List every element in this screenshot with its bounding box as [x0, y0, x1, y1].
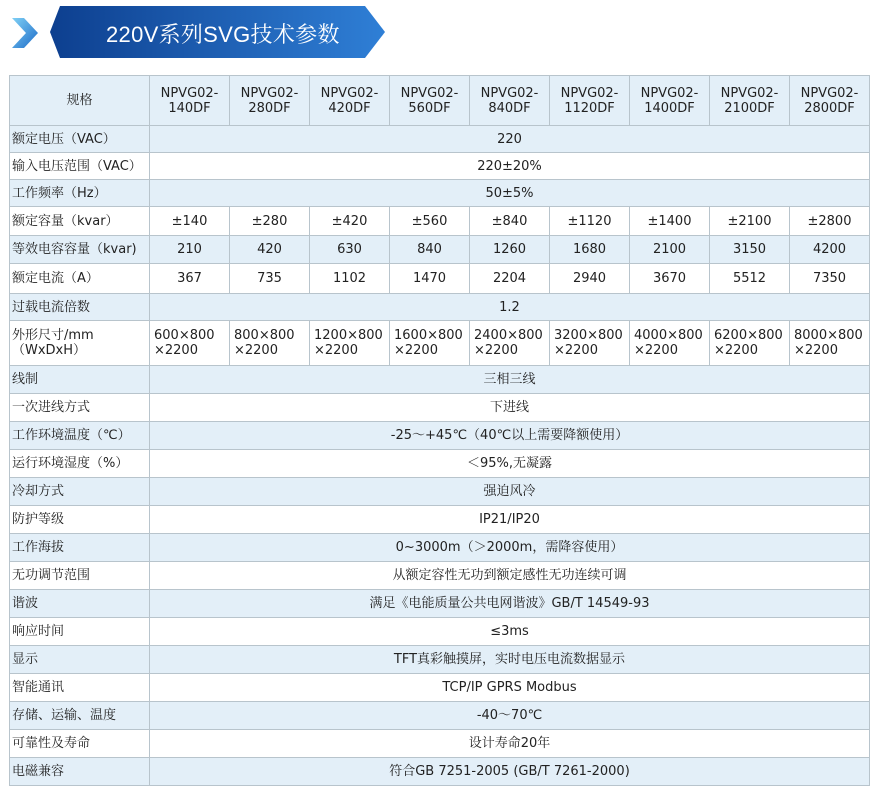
- cell-text: 冷却方式: [12, 484, 65, 499]
- row-value: TCP/IP GPRS Modbus: [150, 674, 870, 702]
- row-value: 2940: [550, 264, 630, 294]
- cell-text: 420DF: [328, 100, 371, 116]
- row-value: 强迫风冷: [150, 478, 870, 506]
- table-row: [10, 422, 870, 450]
- cell-text: ×2200: [634, 343, 678, 358]
- row-label: [10, 236, 150, 264]
- row-value: ±2800: [790, 207, 870, 236]
- row-label: [10, 394, 150, 422]
- row-value: [710, 321, 790, 366]
- cell-text: 2800DF: [804, 100, 855, 116]
- row-value: ±280: [230, 207, 310, 236]
- cell-text: 工作海拔: [12, 540, 65, 555]
- cell-text: 线制: [12, 372, 39, 387]
- row-value: 1.2: [150, 294, 870, 321]
- header-label: 规格: [10, 76, 150, 126]
- row-label: [10, 590, 150, 618]
- row-label: [10, 264, 150, 294]
- row-value: 1102: [310, 264, 390, 294]
- model-header: [790, 76, 870, 126]
- row-value: 4200: [790, 236, 870, 264]
- table-row: [10, 478, 870, 506]
- model-header: [550, 76, 630, 126]
- cell-text: 1400DF: [644, 100, 695, 116]
- cell-text: （WxDxH）: [12, 343, 87, 358]
- table-row: [10, 126, 870, 153]
- table-row: [10, 153, 870, 180]
- row-value: [150, 321, 230, 366]
- model-header: [710, 76, 790, 126]
- cell-text: 140DF: [168, 100, 211, 116]
- cell-text: 外形尺寸/mm: [12, 328, 94, 343]
- table-row: [10, 450, 870, 478]
- row-value: 设计寿命20年: [150, 730, 870, 758]
- row-value: ±1400: [630, 207, 710, 236]
- row-value: TFT真彩触摸屏，实时电压电流数据显示: [150, 646, 870, 674]
- title-banner: [10, 6, 385, 58]
- row-value: 0~3000m（＞2000m，需降容使用）: [150, 534, 870, 562]
- cell-text: 8000×800: [794, 328, 863, 343]
- cell-text: 工作频率（Hz）: [12, 185, 107, 201]
- cell-text: NPVG02-: [240, 85, 299, 101]
- cell-text: 3200×800: [554, 328, 623, 343]
- row-value: IP21/IP20: [150, 506, 870, 534]
- row-label: [10, 674, 150, 702]
- cell-text: 存储、运输、温度: [12, 708, 117, 723]
- table-row: [10, 506, 870, 534]
- row-value: 2100: [630, 236, 710, 264]
- row-label: [10, 294, 150, 321]
- cell-text: 谐波: [12, 596, 39, 611]
- row-value: -40～70℃: [150, 702, 870, 730]
- cell-text: 一次进线方式: [12, 400, 91, 415]
- cell-text: ×2200: [474, 343, 518, 358]
- table-row: [10, 758, 870, 786]
- cell-text: NPVG02-: [400, 85, 459, 101]
- cell-text: 1200×800: [314, 328, 383, 343]
- cell-text: 等效电容容量（kvar): [12, 242, 137, 257]
- row-label: [10, 207, 150, 236]
- table-row: [10, 674, 870, 702]
- row-value: ≤3ms: [150, 618, 870, 646]
- row-value: 840: [390, 236, 470, 264]
- cell-text: ×2200: [394, 343, 438, 358]
- row-value: [630, 321, 710, 366]
- row-value: ±420: [310, 207, 390, 236]
- row-value: 735: [230, 264, 310, 294]
- cell-text: 智能通讯: [12, 680, 65, 695]
- cell-text: 显示: [12, 652, 39, 667]
- row-value: 210: [150, 236, 230, 264]
- row-label: [10, 534, 150, 562]
- row-value: 下进线: [150, 394, 870, 422]
- cell-text: ×2200: [154, 343, 198, 358]
- cell-text: 600×800: [154, 328, 215, 343]
- cell-text: 4000×800: [634, 328, 703, 343]
- row-value: ±560: [390, 207, 470, 236]
- cell-text: 运行环境湿度（%）: [12, 456, 129, 471]
- row-label: [10, 153, 150, 180]
- row-value: 2204: [470, 264, 550, 294]
- cell-text: 额定电流（A）: [12, 271, 99, 286]
- row-value: ±2100: [710, 207, 790, 236]
- row-value: 5512: [710, 264, 790, 294]
- model-header: [310, 76, 390, 126]
- cell-text: 1600×800: [394, 328, 463, 343]
- chevron-right-icon: [10, 16, 40, 50]
- model-header: [470, 76, 550, 126]
- cell-text: NPVG02-: [720, 85, 779, 101]
- row-label: [10, 450, 150, 478]
- cell-text: NPVG02-: [640, 85, 699, 101]
- row-value: [230, 321, 310, 366]
- cell-text: 840DF: [488, 100, 531, 116]
- cell-text: 工作环境温度（℃）: [12, 428, 131, 443]
- row-label: [10, 562, 150, 590]
- cell-text: 无功调节范围: [12, 568, 91, 583]
- row-value: 符合GB 7251-2005 (GB/T 7261-2000): [150, 758, 870, 786]
- cell-text: 额定容量（kvar）: [12, 213, 119, 229]
- row-value: 220: [150, 126, 870, 153]
- row-value: 满足《电能质量公共电网谐波》GB/T 14549-93: [150, 590, 870, 618]
- row-label: [10, 646, 150, 674]
- cell-text: ×2200: [794, 343, 838, 358]
- cell-text: NPVG02-: [160, 85, 219, 101]
- cell-text: NPVG02-: [480, 85, 539, 101]
- row-value: 50±5%: [150, 180, 870, 207]
- cell-text: 可靠性及寿命: [12, 736, 91, 751]
- row-label: [10, 366, 150, 394]
- table-row: [10, 236, 870, 264]
- row-value: 1680: [550, 236, 630, 264]
- row-value: ±140: [150, 207, 230, 236]
- cell-text: ×2200: [314, 343, 358, 358]
- row-value: [390, 321, 470, 366]
- row-label: [10, 702, 150, 730]
- cell-text: 280DF: [248, 100, 291, 116]
- row-value: ±840: [470, 207, 550, 236]
- table-row: [10, 730, 870, 758]
- table-row: [10, 207, 870, 236]
- row-value: 三相三线: [150, 366, 870, 394]
- table-header-row: [10, 76, 870, 126]
- cell-text: NPVG02-: [560, 85, 619, 101]
- row-value: 3670: [630, 264, 710, 294]
- row-value: -25～+45℃（40℃以上需要降额使用）: [150, 422, 870, 450]
- cell-text: 2400×800: [474, 328, 543, 343]
- row-label: [10, 478, 150, 506]
- row-value: 420: [230, 236, 310, 264]
- row-label: [10, 180, 150, 207]
- row-value: 1260: [470, 236, 550, 264]
- cell-text: 额定电压（VAC）: [12, 131, 116, 147]
- row-value: ±1120: [550, 207, 630, 236]
- cell-text: 防护等级: [12, 512, 65, 527]
- row-value: [470, 321, 550, 366]
- row-label: [10, 422, 150, 450]
- row-value: ＜95%,无凝露: [150, 450, 870, 478]
- cell-text: 过载电流倍数: [12, 299, 91, 315]
- table-row: [10, 534, 870, 562]
- row-value: 从额定容性无功到额定感性无功连续可调: [150, 562, 870, 590]
- row-value: 7350: [790, 264, 870, 294]
- cell-text: NPVG02-: [320, 85, 379, 101]
- row-value: [550, 321, 630, 366]
- cell-text: 6200×800: [714, 328, 783, 343]
- table-row: [10, 562, 870, 590]
- row-label: [10, 321, 150, 366]
- model-header: [230, 76, 310, 126]
- cell-text: ×2200: [234, 343, 278, 358]
- row-label: [10, 730, 150, 758]
- row-value: [310, 321, 390, 366]
- cell-text: 响应时间: [12, 624, 65, 639]
- table-row: [10, 590, 870, 618]
- cell-text: 输入电压范围（VAC）: [12, 158, 142, 174]
- cell-text: NPVG02-: [800, 85, 859, 101]
- table-row: [10, 321, 870, 366]
- cell-text: ×2200: [714, 343, 758, 358]
- row-value: 630: [310, 236, 390, 264]
- cell-text: 电磁兼容: [12, 764, 65, 779]
- row-value: 3150: [710, 236, 790, 264]
- page-title: 220V系列SVG技术参数: [106, 22, 340, 47]
- row-label: [10, 758, 150, 786]
- row-label: [10, 126, 150, 153]
- model-header: [390, 76, 470, 126]
- cell-text: 800×800: [234, 328, 295, 343]
- cell-text: ×2200: [554, 343, 598, 358]
- table-row: [10, 646, 870, 674]
- table-row: [10, 264, 870, 294]
- row-label: [10, 506, 150, 534]
- table-row: [10, 394, 870, 422]
- row-value: 367: [150, 264, 230, 294]
- table-row: [10, 294, 870, 321]
- row-value: 220±20%: [150, 153, 870, 180]
- cell-text: 2100DF: [724, 100, 775, 116]
- table-row: [10, 618, 870, 646]
- table-row: [10, 180, 870, 207]
- table-row: [10, 702, 870, 730]
- cell-text: 1120DF: [564, 100, 615, 116]
- row-value: 1470: [390, 264, 470, 294]
- spec-table: [9, 75, 870, 786]
- model-header: [150, 76, 230, 126]
- model-header: [630, 76, 710, 126]
- row-value: [790, 321, 870, 366]
- row-label: [10, 618, 150, 646]
- table-row: [10, 366, 870, 394]
- cell-text: 560DF: [408, 100, 451, 116]
